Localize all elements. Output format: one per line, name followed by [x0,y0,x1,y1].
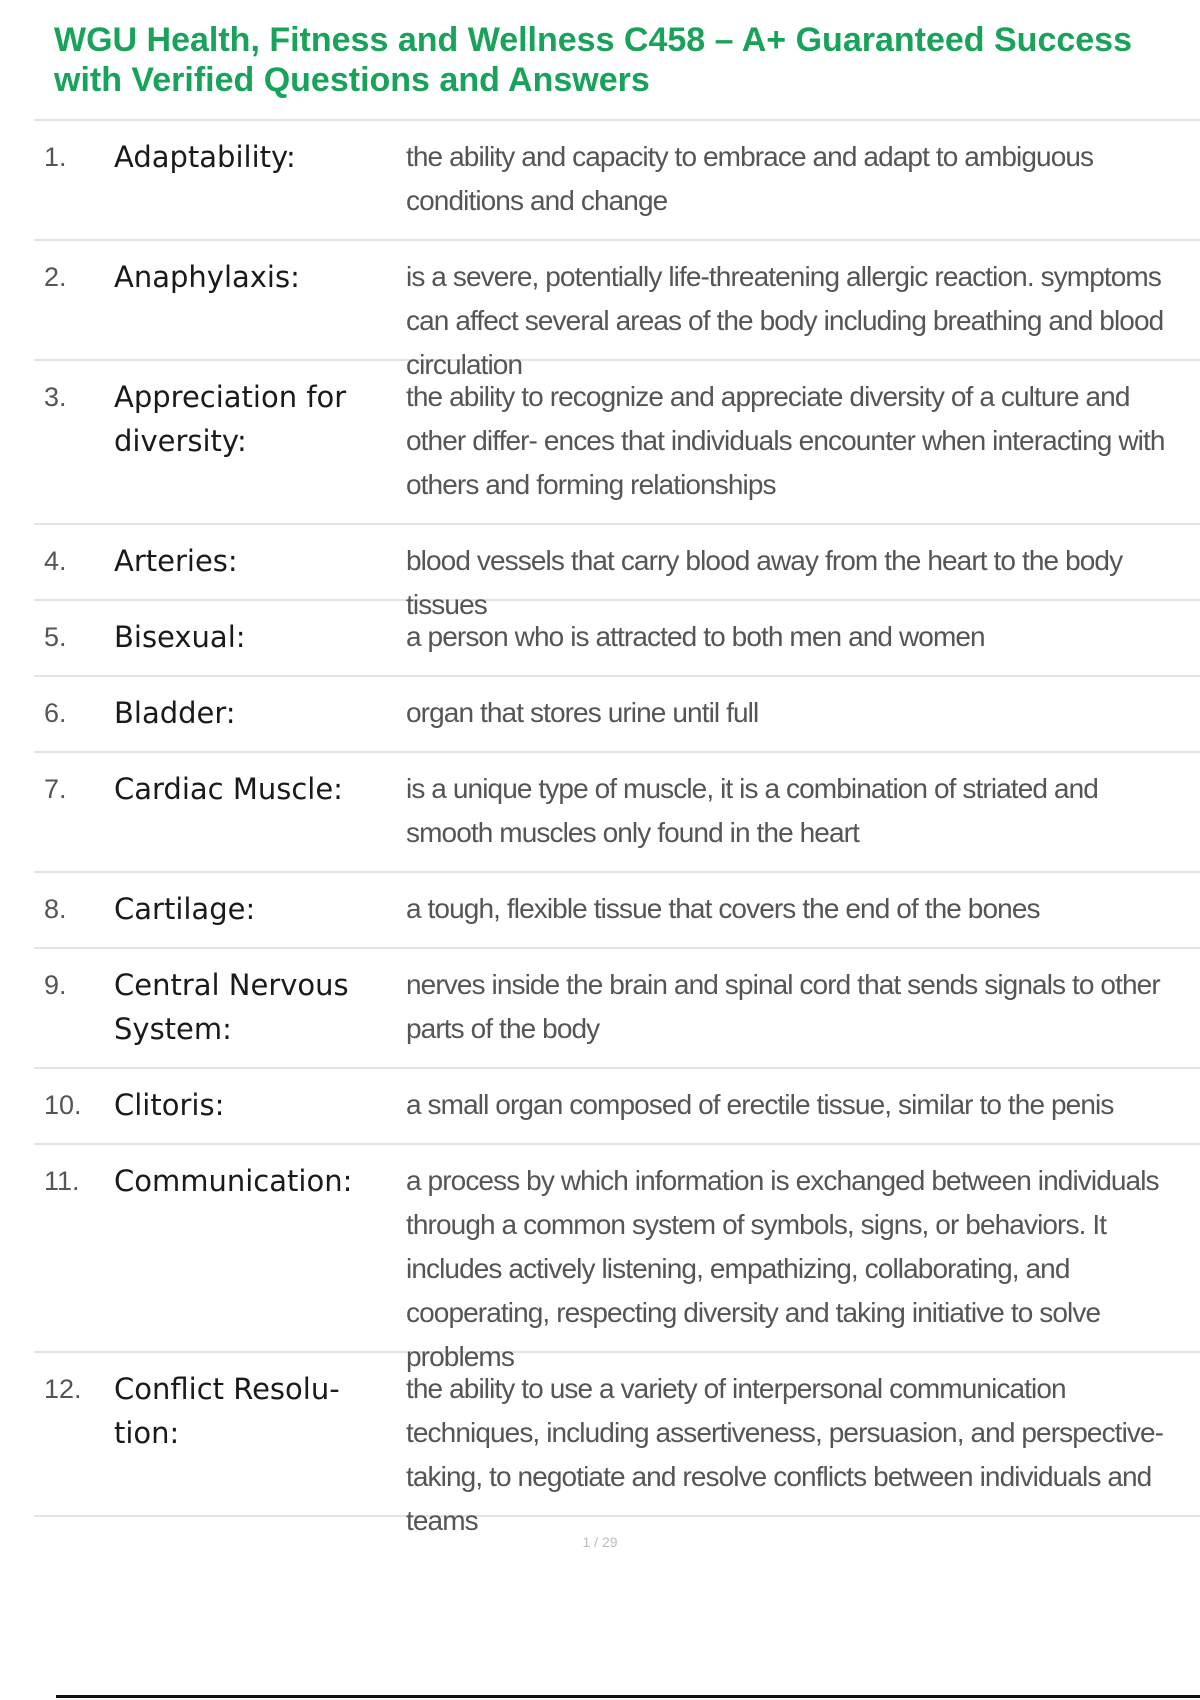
term-name: Appreciation for diversity: [114,380,347,458]
term-name: Cardiac Muscle: [114,772,343,806]
term-definition: a small organ composed of erectile tissue, similar to the penis [406,1089,1114,1120]
term-definition: a person who is attracted to both men and women [406,621,985,652]
term-row [34,677,1200,753]
term-definition: the ability to recognize and appreciate diversity of a culture and other differ- ences that individuals encounter when interacting with others and forming relationships [406,381,1165,500]
term-row [34,361,1200,525]
term-number: 6. [44,698,67,728]
term-name: Conflict Resolu- tion: [114,1372,340,1450]
term-row [34,873,1200,949]
term-definition: is a unique type of muscle, it is a combination of striated and smooth muscles only found in the heart [406,773,1098,848]
term-number: 12. [44,1374,82,1404]
term-number: 2. [44,262,67,292]
term-name: Adaptability: [114,140,296,174]
term-number: 7. [44,774,67,804]
footer-divider [56,1695,1200,1698]
term-row [34,525,1200,620]
term-number: 9. [44,970,67,1000]
term-name: Bladder: [114,696,236,730]
term-number: 10. [44,1090,82,1120]
term-definition: a tough, flexible tissue that covers the end of the bones [406,893,1040,924]
term-list [34,121,1200,1536]
document-title [54,20,1194,100]
term-row [34,1353,1200,1536]
term-definition: the ability and capacity to embrace and adapt to ambiguous conditions and change [406,141,1094,216]
term-name: Anaphylaxis: [114,260,300,294]
page-number: 1 / 29 [582,1534,618,1550]
term-definition: the ability to use a variety of interpersonal communication techniques, including assertiveness, persuasion, and perspective-taking, to negotiate and resolve conflicts between individuals and teams [406,1373,1164,1536]
term-definition: nerves inside the brain and spinal cord that sends signals to other parts of the body [406,969,1160,1044]
term-name: Bisexual: [114,620,246,654]
term-number: 1. [44,142,67,172]
term-name: Cartilage: [114,892,256,926]
term-row [34,241,1200,380]
term-number: 11. [44,1166,80,1196]
term-name: Clitoris: [114,1088,225,1122]
term-number: 3. [44,382,67,412]
title-line-1: WGU Health, Fitness and Wellness C458 – A+ Guaranteed Success [54,21,1132,59]
term-row [34,121,1200,241]
term-row [34,1069,1200,1145]
term-definition: organ that stores urine until full [406,697,759,728]
term-number: 8. [44,894,67,924]
term-number: 4. [44,546,67,576]
term-number: 5. [44,622,67,652]
term-name: Central Nervous System: [114,968,349,1046]
term-row [34,753,1200,873]
term-definition: blood vessels that carry blood away from the heart to the body tissues [406,545,1123,620]
term-name: Communication: [114,1164,353,1198]
term-definition: is a severe, potentially life-threatening allergic reaction. symptoms can affect several areas of the body including breathing and blood circulation [406,261,1164,380]
term-row [34,1145,1200,1372]
term-name: Arteries: [114,544,238,578]
term-row [34,949,1200,1069]
title-line-2: with Verified Questions and Answers [54,61,650,99]
term-definition: a process by which information is exchanged between individuals through a common system of symbols, signs, or behaviors. It includes actively listening, empathizing, collaborating, and cooperating, respecting diversity and taking initiative to solve problems [406,1165,1159,1372]
term-row [34,601,1200,677]
